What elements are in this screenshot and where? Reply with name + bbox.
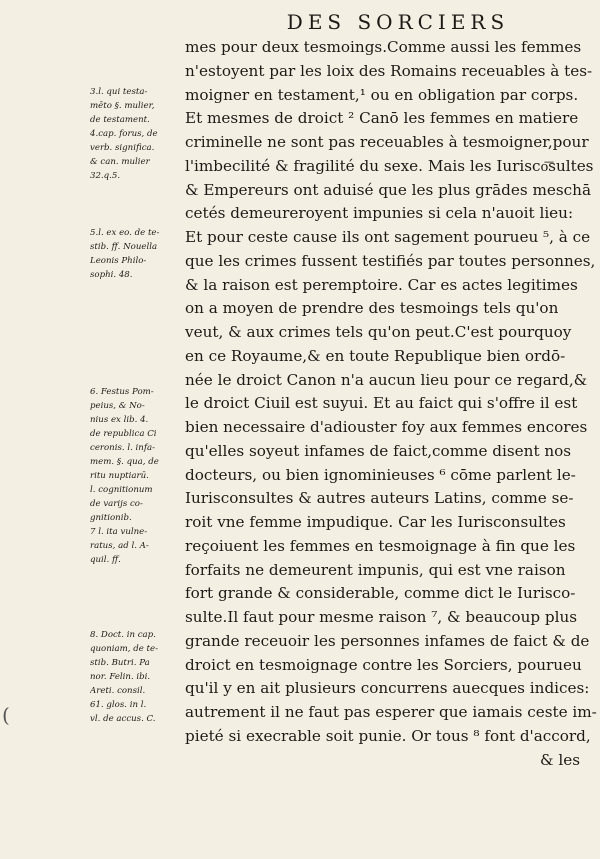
margin-note-line: mēto §. mulier, — [90, 101, 155, 111]
body-text — [185, 36, 597, 772]
text-line: & les — [540, 750, 580, 769]
margin-note-line: stib. ff. Nouella — [90, 242, 158, 252]
text-line: pieté si execrable soit punie. Or tous ⁸ font d'accord, — [185, 726, 591, 745]
margin-note-line: l. cognitionum — [90, 485, 153, 495]
text-line: & Empereurs ont aduisé que les plus grādes meschā — [185, 180, 591, 199]
text-line: en ce Royaume,& en toute Republique bien ordō- — [185, 346, 566, 365]
text-line: criminelle ne sont pas receuables à tesmoigner,pour — [185, 133, 589, 151]
margin-note-line: 6. Festus Pom- — [90, 387, 154, 397]
margin-note-line: Leonis Philo- — [90, 256, 147, 266]
margin-note-line: 4.cap. forus, de — [90, 129, 158, 139]
margin-note-line: 3.l. qui testa- — [90, 87, 148, 97]
margin-note-line: & can. mulier — [90, 157, 150, 167]
text-line: Et mesmes de droict ² Canō les femmes en matiere — [185, 109, 579, 128]
margin-note-line: de testament. — [90, 115, 150, 125]
margin-note-line: de republica Ci — [90, 429, 157, 439]
margin-note-line: peius, & No- — [90, 401, 145, 411]
margin-note-line: sophi. 48. — [90, 270, 133, 280]
margin-note-line: 7 l. ita vulne- — [90, 527, 148, 537]
text-line: qu'elles soyeut infames de faict,comme disent nos — [185, 441, 572, 460]
text-line: reçoiuent les femmes en tesmoignage à fin que les — [185, 536, 576, 555]
margin-note-line: 5.l. ex eo. de te- — [90, 228, 160, 238]
margin-note-line: vl. de accus. C. — [90, 714, 156, 724]
text-line: qu'il y en ait plusieurs concurrens auecques indices: — [185, 679, 590, 698]
text-line: cetés demeureroyent impunies si cela n'auoit lieu: — [185, 204, 574, 223]
text-line: docteurs, ou bien ignominieuses ⁶ cōme parlent le- — [185, 465, 576, 484]
text-line: l'imbecilité & fragilité du sexe. Mais les Iurisco͞sultes — [185, 156, 594, 175]
margin-note-line: nius ex lib. 4. — [90, 415, 149, 425]
margin-note-line: 61. glos. in l. — [90, 700, 147, 710]
text-line: veut, & aux crimes tels qu'on peut.C'est pourquoy — [185, 323, 572, 341]
text-line: bien necessaire d'adiouster foy aux femmes encores — [185, 418, 588, 436]
text-line: fort grande & considerable, comme dict le Iurisco- — [185, 584, 576, 603]
margin-note-line: 32.q.5. — [90, 171, 121, 181]
text-line: autrement il ne faut pas esperer que iamais ceste im- — [185, 703, 597, 721]
margin-note — [90, 226, 185, 282]
text-line: née le droict Canon n'a aucun lieu pour ce regard,& — [185, 370, 588, 389]
margin-note-line: stib. Butri. Pa — [90, 658, 150, 668]
margin-note-line: de varijs co- — [90, 499, 143, 509]
text-line: droict en tesmoignage contre les Sorciers, pourueu — [185, 655, 582, 674]
margin-note-line: Areti. consil. — [90, 686, 146, 696]
text-line: le droict Ciuil est suyui. Et au faict qui s'offre il est — [185, 394, 578, 413]
running-title: DES SORCIERS — [286, 10, 510, 34]
margin-note-line: ceronis. l. infa- — [90, 443, 156, 453]
text-line: forfaits ne demeurent impunis, qui est vne raison — [185, 560, 566, 579]
text-line: Iurisconsultes & autres auteurs Latins, comme se- — [185, 489, 574, 508]
margin-note-line: ratus, ad l. A- — [90, 541, 149, 551]
text-line: mes pour deux tesmoings.Comme aussi les femmes — [185, 38, 582, 56]
text-line: moigner en testament,¹ ou en obligation par corps. — [185, 85, 579, 104]
margin-note-line: 8. Doct. in cap. — [90, 630, 156, 640]
text-line: grande receuoir les personnes infames de faict & de — [185, 631, 590, 650]
margin-note-line: gnitionib. — [90, 513, 132, 523]
text-line: sulte.Il faut pour mesme raison ⁷, & beaucoup plus — [185, 608, 578, 626]
margin-note-line: verb. significa. — [90, 143, 155, 153]
margin-note — [90, 628, 185, 726]
margin-note-line: ritu nuptiarū. — [90, 471, 149, 481]
text-line: & la raison est peremptoire. Car es actes legitimes — [185, 275, 578, 294]
text-line: que les crimes fussent testifiés par toutes personnes, — [185, 251, 596, 270]
margin-note-line: quoniam, de te- — [90, 644, 158, 654]
margin-note-line: quil. ff. — [90, 555, 121, 565]
margin-note — [90, 385, 185, 567]
text-line: on a moyen de prendre des tesmoings tels qu'on — [185, 299, 559, 318]
text-line: n'estoyent par les loix des Romains receuables à tes- — [185, 61, 593, 80]
text-line: Et pour ceste cause ils ont sagement pourueu ⁵, à ce — [185, 228, 591, 246]
margin-note — [90, 85, 185, 183]
margin-note-line: mem. §. qua, de — [90, 457, 159, 467]
stray-mark: ( — [2, 703, 10, 727]
text-line: roit vne femme impudique. Car les Iurisconsultes — [185, 513, 566, 531]
margin-note-line: nor. Felin. ibi. — [90, 672, 151, 682]
